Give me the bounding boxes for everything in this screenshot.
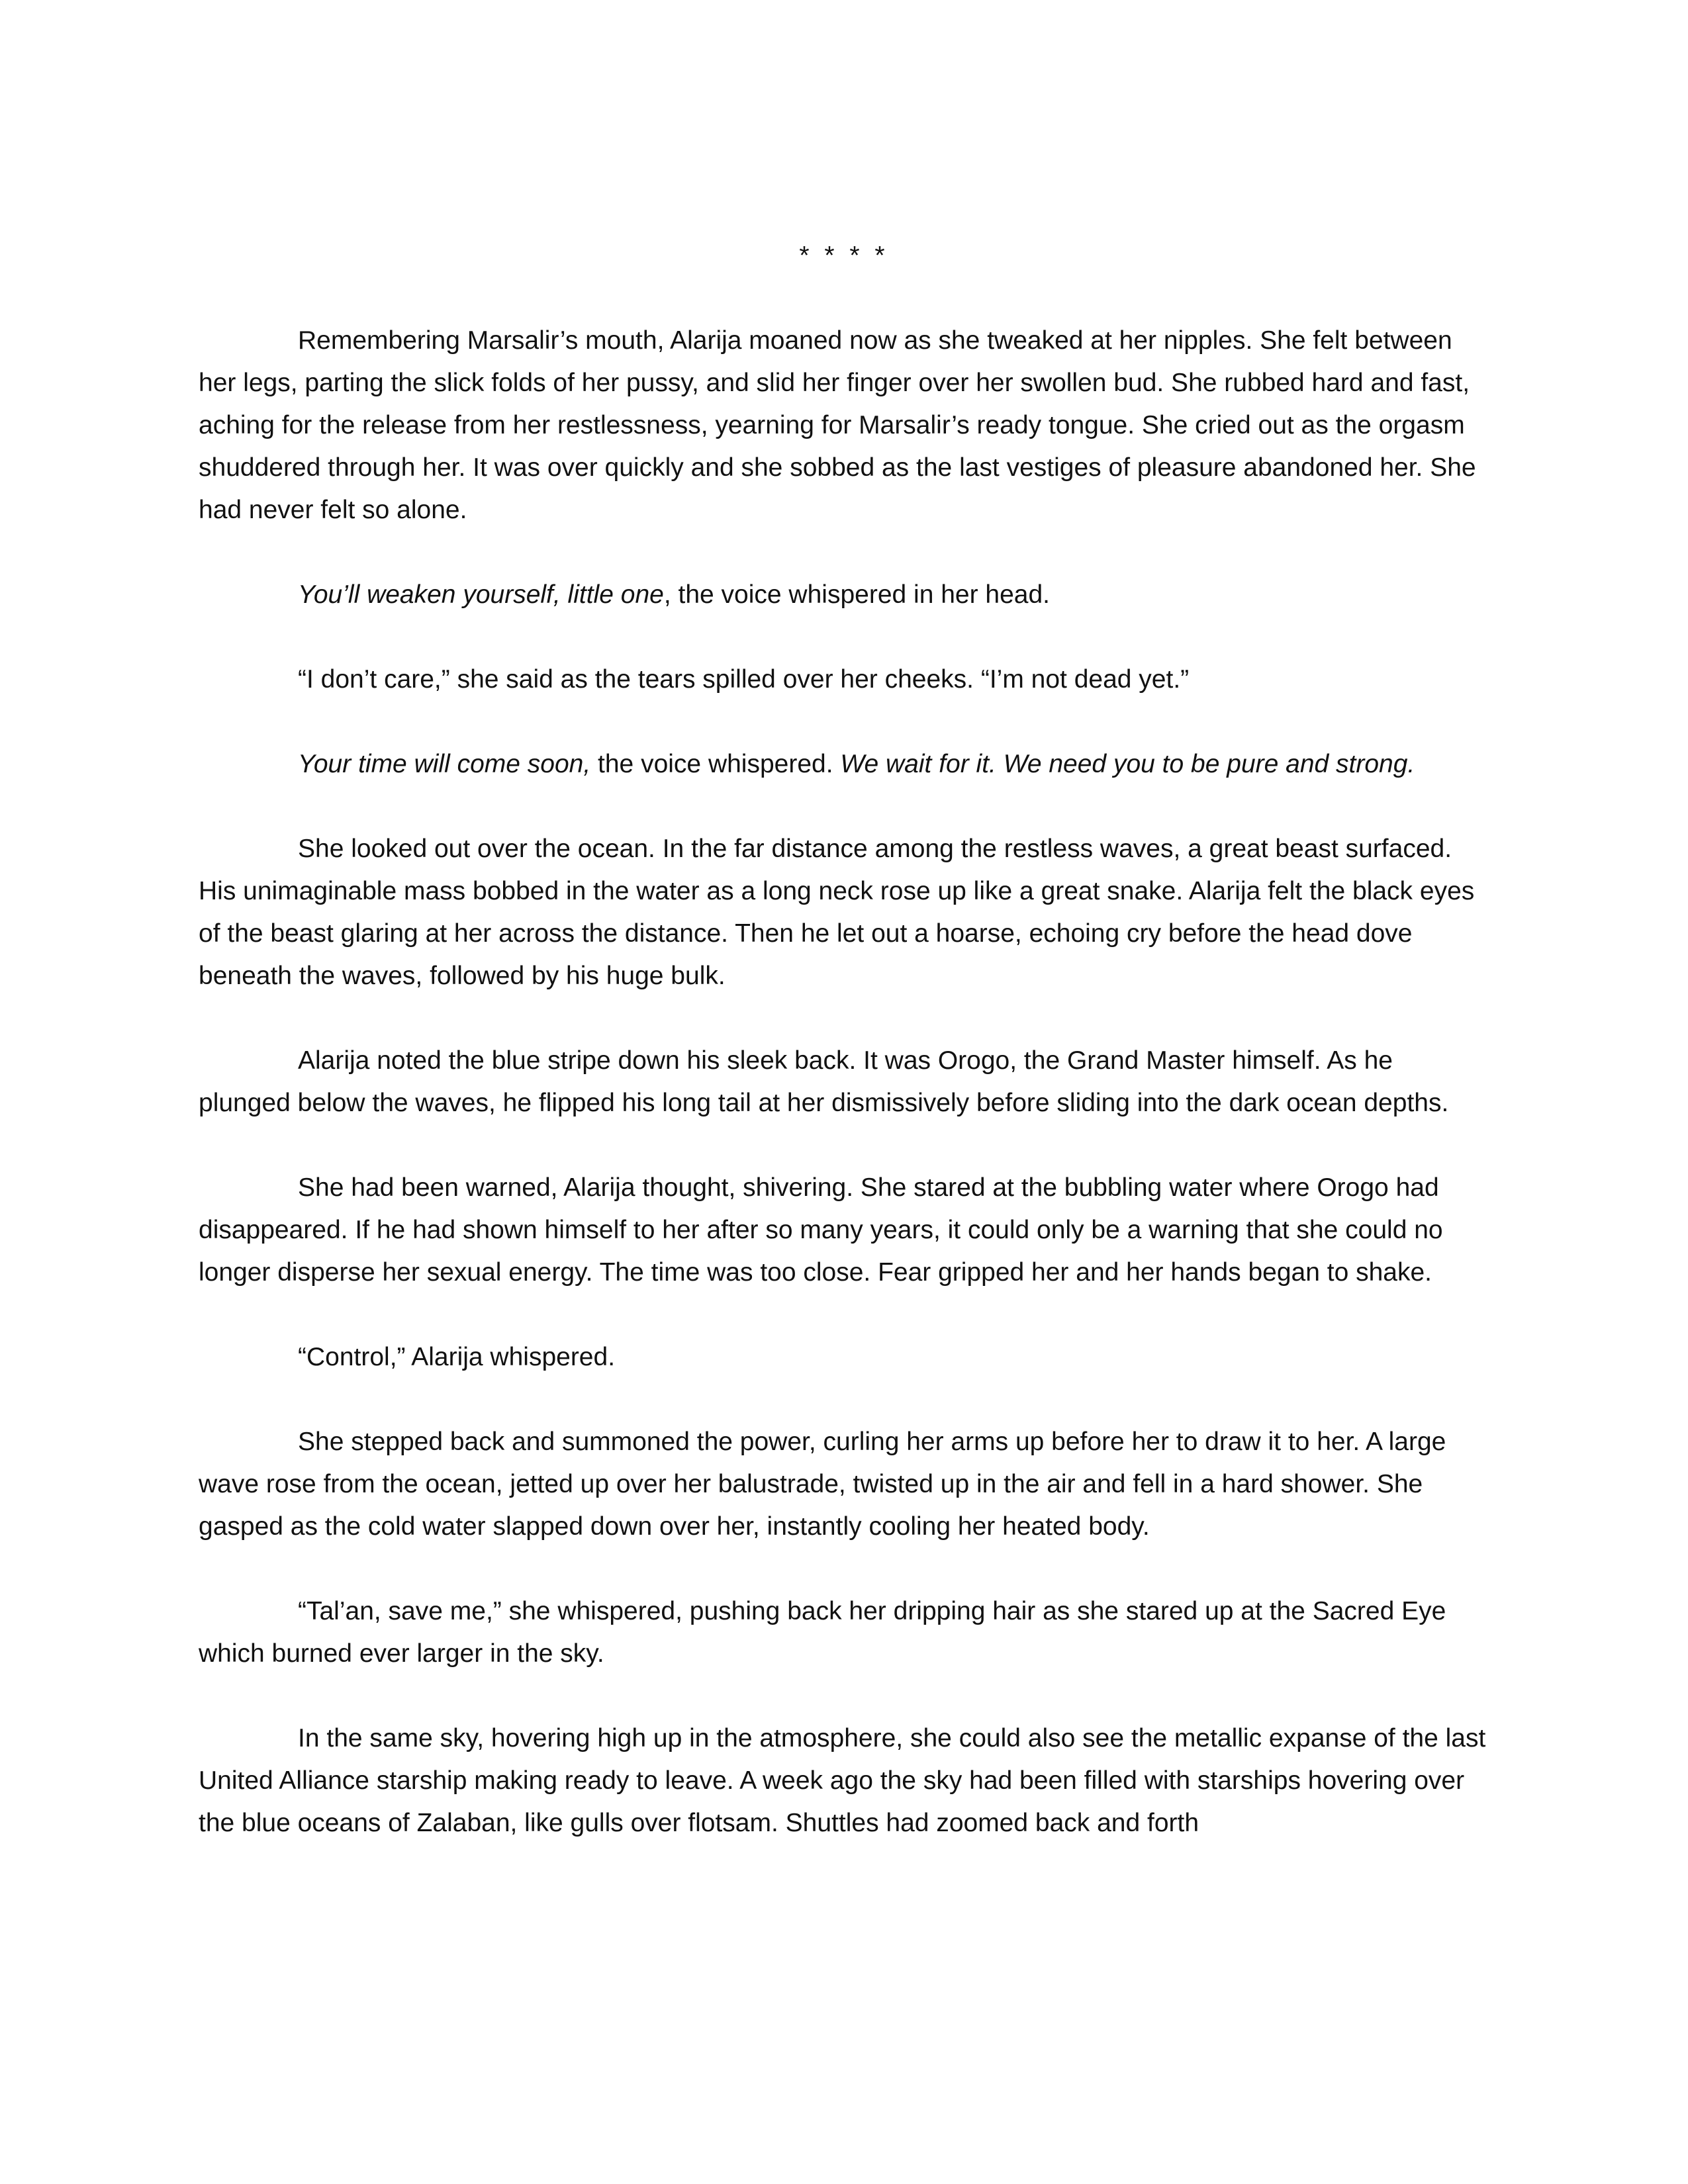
- paragraph-text: She had been warned, Alarija thought, shivering. She stared at the bubbling water where Orogo had disappeared. If he had shown himself to her after so many years, it could only be a warning that she could no longer disperse her sexual energy. The time was too close. Fear gripped her and her hands began to shake.: [199, 1173, 1443, 1287]
- paragraph-2: [199, 574, 1489, 616]
- paragraph-10: [199, 1590, 1489, 1675]
- paragraph-text: In the same sky, hovering high up in the atmosphere, she could also see the metallic expanse of the last United Alliance starship making ready to leave. A week ago the sky had been filled with starships hovering over the blue oceans of Zalaban, like gulls over flotsam. Shuttles had zoomed back and forth: [199, 1724, 1486, 1837]
- italic-text: You’ll weaken yourself, little one: [298, 580, 664, 609]
- paragraph-text: Remembering Marsalir’s mouth, Alarija moaned now as she tweaked at her nipples. She felt between her legs, parting the slick folds of her pussy, and slid her finger over her swollen bud. She rubbed hard and fast, aching for the release from her restlessness, yearning for Marsalir’s ready tongue. She cried out as the orgasm shuddered through her. It was over quickly and she sobbed as the last vestiges of pleasure abandoned her. She had never felt so alone.: [199, 326, 1476, 524]
- paragraph-text: , the voice whispered in her head.: [663, 580, 1051, 609]
- paragraph-3: [199, 659, 1489, 701]
- paragraph-9: [199, 1421, 1489, 1548]
- paragraph-6: [199, 1040, 1489, 1124]
- paragraph-11: [199, 1717, 1489, 1844]
- paragraph-4: [199, 743, 1489, 786]
- paragraph-7: [199, 1167, 1489, 1294]
- paragraph-text: She stepped back and summoned the power, curling her arms up before her to draw it to her. A large wave rose from the ocean, jetted up over her balustrade, twisted up in the air and fell in a hard shower. She gasped as the cold water slapped down over her, instantly cooling her heated body.: [199, 1428, 1446, 1541]
- paragraph-8: [199, 1336, 1489, 1379]
- scene-break: * * * *: [799, 242, 889, 270]
- paragraph-text: “Tal’an, save me,” she whispered, pushing back her dripping hair as she stared up at the Sacred Eye which burned ever larger in the sky.: [199, 1597, 1446, 1668]
- paragraph-text: the voice whispered.: [590, 750, 841, 778]
- paragraph-5: [199, 828, 1489, 997]
- paragraph-text: Alarija noted the blue stripe down his sleek back. It was Orogo, the Grand Master himself. As he plunged below the waves, he flipped his long tail at her dismissively before sliding into the dark ocean depths.: [199, 1046, 1449, 1117]
- paragraph-text: “Control,” Alarija whispered.: [298, 1343, 616, 1371]
- italic-text: Your time will come soon,: [298, 750, 591, 778]
- paragraph-1: [199, 320, 1489, 531]
- italic-text: We wait for it. We need you to be pure and strong.: [840, 750, 1415, 778]
- page-content: [199, 235, 1489, 1844]
- paragraph-text: “I don’t care,” she said as the tears spilled over her cheeks. “I’m not dead yet.”: [298, 665, 1190, 694]
- paragraph-text: She looked out over the ocean. In the far distance among the restless waves, a great beast surfaced. His unimaginable mass bobbed in the water as a long neck rose up like a great snake. Alarija felt the black eyes of the beast glaring at her across the distance. Then he let out a hoarse, echoing cry before the head dove beneath the waves, followed by his huge bulk.: [199, 835, 1475, 990]
